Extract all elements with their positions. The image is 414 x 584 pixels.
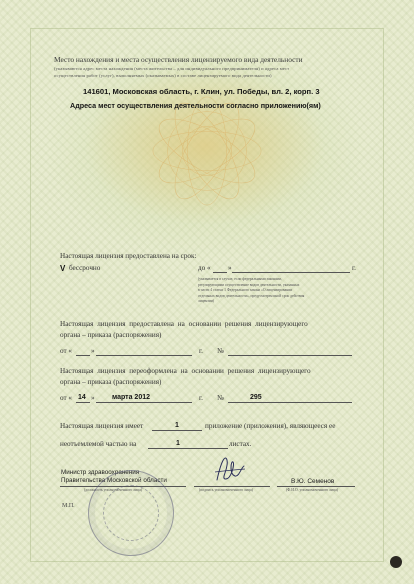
term-note: (указывается в случае, если федеральными законами, регулирующими осуществление видов деятельности, указанных в части 4 статьи 1 Федерального закона «О лицензировании отдельных видов деятельности», предусмотрен иной срок действия лицензии): [198, 277, 305, 304]
reissue-quote-close: »: [91, 394, 95, 402]
seal-label: М.П.: [62, 503, 75, 509]
reissue-day-line: [76, 402, 90, 403]
appendix-text-3: неотъемлемой частью на: [60, 440, 137, 448]
decision-text-2: органа – приказа (распоряжения): [60, 331, 162, 339]
reissue-from: от «: [60, 394, 73, 402]
decision-from: от «: [60, 347, 73, 355]
reissue-text-2: органа – приказа (распоряжения): [60, 378, 162, 386]
header-line-3: осуществления работ (услуг), выполняемых (оказываемых) в составе лицензируемого вида деятельности): [54, 73, 272, 78]
reissue-number-line: [228, 402, 352, 403]
official-seal: [88, 470, 174, 556]
decision-year: г.: [199, 347, 203, 355]
position-caption: (должность уполномоченного лица): [84, 488, 143, 492]
term-day-line: [213, 272, 227, 273]
appendix-count1-line: [152, 430, 202, 431]
term-until-prefix: до «: [198, 264, 211, 272]
signatory-position-2: Правительства Московской области: [61, 477, 167, 484]
decision-number-sign: №: [217, 347, 224, 355]
appendix-count-2: 1: [176, 440, 180, 447]
appendix-text-1: Настоящая лицензия имеет: [60, 422, 144, 430]
reissue-year: г.: [199, 394, 203, 402]
appendix-count2-line: [148, 448, 228, 449]
appendix-text-4: листах.: [229, 440, 252, 448]
decision-quote-close: »: [91, 347, 95, 355]
address: 141601, Московская область, г. Клин, ул. Победы, вл. 2, корп. 3: [83, 87, 320, 96]
term-checkmark: V: [60, 264, 66, 273]
reissue-text-1: Настоящая лицензия переоформлена на основании решения лицензирующего: [60, 367, 311, 375]
appendix-text-2: приложение (приложения), являющееся ее: [205, 422, 336, 430]
term-text: Настоящая лицензия предоставлена на срок:: [60, 252, 197, 260]
reissue-number-sign: №: [217, 394, 224, 402]
reissue-number: 295: [250, 394, 262, 401]
signature-caption: (подпись уполномоченного лица): [199, 488, 253, 492]
term-option-unlimited: бессрочно: [69, 264, 101, 272]
term-date-line: [232, 272, 350, 273]
signatory-name: В.Ю. Семенов: [291, 478, 335, 485]
binding-hole: [390, 556, 402, 568]
header-line-2: (указываются адрес места нахождения (места жительства – для индивидуального предпринимателя) и адреса мест: [54, 66, 290, 71]
decision-number-line: [228, 355, 352, 356]
decision-day-line: [76, 355, 90, 356]
decision-text-1: Настоящая лицензия предоставлена на основании решения лицензирующего: [60, 320, 308, 328]
reissue-date-line: [96, 402, 192, 403]
reissue-day: 14: [78, 394, 86, 401]
seal-inner-ring: [103, 485, 159, 541]
places-note: Адреса мест осуществления деятельности согласно приложению(ям): [70, 101, 321, 110]
signatory-position-1: Министр здравоохранения: [61, 469, 140, 476]
handwritten-signature: [211, 452, 247, 486]
appendix-count-1: 1: [175, 422, 179, 429]
reissue-month-year: марта 2012: [112, 394, 151, 401]
name-caption: (Ф.И.О. уполномоченного лица): [286, 488, 339, 492]
signature-line: [194, 486, 270, 487]
decision-date-line: [96, 355, 192, 356]
term-until-year: г.: [352, 264, 356, 272]
header-line-1: Место нахождения и места осуществления лицензируемого вида деятельности: [54, 55, 303, 64]
term-until-quote: »: [228, 264, 232, 272]
name-line: [277, 486, 355, 487]
